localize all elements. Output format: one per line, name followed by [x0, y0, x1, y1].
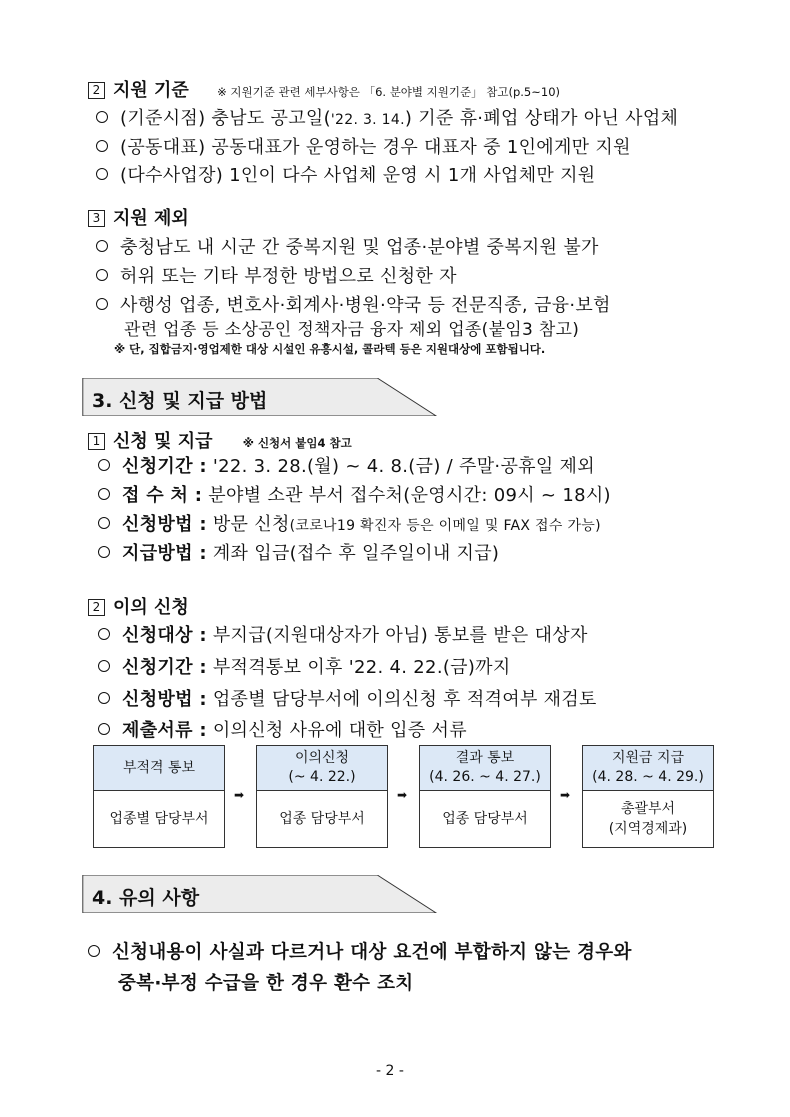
flow-step-body: 업종 담당부서 [279, 811, 365, 827]
section-heading-exclusion [88, 204, 189, 230]
circle-bullet-icon [98, 459, 110, 471]
flow-step [256, 745, 388, 848]
section-note: ※ 신청서 붙임4 참고 [242, 436, 352, 450]
section-number-box: 1 [88, 433, 105, 450]
flow-step-body: 업종별 담당부서 [109, 811, 209, 827]
right-arrow-icon: ➡ [560, 788, 571, 802]
circle-bullet-icon [98, 692, 110, 704]
circle-bullet-icon [96, 168, 108, 180]
flow-step [93, 745, 225, 848]
circle-bullet-icon [98, 660, 110, 672]
banner-title: 3. 신청 및 지급 방법 [92, 390, 268, 412]
notice-item: 신청내용이 사실과 다르거나 대상 요건에 부합하지 않는 경우와 [88, 938, 632, 964]
flow-step-body: 업종 담당부서 [442, 811, 528, 827]
bold-note: ※ 단, 집합금지·영업제한 대상 시설인 유흥시설, 콜라텍 등은 지원대상에 포함됩니다. [114, 342, 546, 356]
section-heading-criteria [88, 76, 560, 102]
list-item: 사행성 업종, 변호사·회계사·병원·약국 등 전문직종, 금융·보험 [96, 291, 611, 317]
section-number-box: 2 [88, 599, 105, 616]
circle-bullet-icon [98, 517, 110, 529]
list-item: 제출서류 : 이의신청 사유에 대한 입증 서류 [98, 716, 467, 742]
circle-bullet-icon [96, 269, 108, 281]
flow-step-header: 결과 통보 (4. 26. ~ 4. 27.) [420, 746, 550, 791]
page-number: - 2 - [376, 1063, 404, 1079]
list-item: 신청방법 : 업종별 담당부서에 이의신청 후 적격여부 재검토 [98, 685, 597, 711]
circle-bullet-icon [96, 298, 108, 310]
list-item: 신청기간 : 부적격통보 이후 '22. 4. 22.(금)까지 [98, 653, 511, 679]
circle-bullet-icon [98, 546, 110, 558]
list-item: (다수사업장) 1인이 다수 사업체 운영 시 1개 사업체만 지원 [96, 161, 595, 187]
section-title: 지원 기준 [113, 80, 189, 101]
circle-bullet-icon [96, 140, 108, 152]
circle-bullet-icon [96, 111, 108, 123]
circle-bullet-icon [98, 488, 110, 500]
section-banner-3 [78, 379, 448, 417]
list-item: 신청방법 : 방문 신청(코로나19 확진자 등은 이메일 및 FAX 접수 가능) [98, 510, 601, 536]
banner-title: 4. 유의 사항 [92, 887, 200, 909]
flow-step [419, 745, 551, 848]
list-item: 허위 또는 기타 부정한 방법으로 신청한 자 [96, 262, 457, 288]
list-item: 충청남도 내 시군 간 중복지원 및 업종·분야별 중복지원 불가 [96, 233, 599, 259]
section-banner-4 [78, 876, 448, 914]
section-title: 신청 및 지급 [113, 431, 213, 452]
list-item: (기준시점) 충남도 공고일('22. 3. 14.) 기준 휴·폐업 상태가 아닌 사업체 [96, 104, 678, 130]
list-item: 지급방법 : 계좌 입금(접수 후 일주일이내 지급) [98, 539, 499, 565]
section-title: 이의 신청 [113, 597, 189, 618]
list-item: 접 수 처 : 분야별 소관 부서 접수처(운영시간: 09시 ~ 18시) [98, 481, 611, 507]
list-item: 신청대상 : 부지급(지원대상자가 아님) 통보를 받은 대상자 [98, 621, 588, 647]
section-number-box: 3 [88, 210, 105, 227]
circle-bullet-icon [88, 945, 100, 957]
section-heading-apply [88, 427, 352, 453]
right-arrow-icon: ➡ [397, 788, 408, 802]
notice-continuation: 중복·부정 수급을 한 경우 환수 조치 [118, 973, 414, 994]
circle-bullet-icon [96, 240, 108, 252]
section-number-box: 2 [88, 82, 105, 99]
circle-bullet-icon [98, 723, 110, 735]
right-arrow-icon: ➡ [234, 788, 245, 802]
section-title: 지원 제외 [113, 208, 189, 229]
flow-step-body: 총괄부서 (지역경제과) [608, 801, 688, 837]
list-item-continuation: 관련 업종 등 소상공인 정책자금 융자 제외 업종(붙임3 참고) [124, 320, 580, 340]
flow-step-header: 이의신청 (~ 4. 22.) [257, 746, 387, 791]
flow-step-header: 지원금 지급 (4. 28. ~ 4. 29.) [583, 746, 713, 791]
circle-bullet-icon [98, 628, 110, 640]
section-note: ※ 지원기준 관련 세부사항은 「6. 분야별 지원기준」 참고(p.5~10) [217, 85, 560, 99]
flow-step [582, 745, 714, 848]
list-item: 신청기간 : '22. 3. 28.(월) ~ 4. 8.(금) / 주말·공휴일 제외 [98, 452, 595, 478]
flow-step-header: 부적격 통보 [94, 746, 224, 791]
list-item: (공동대표) 공동대표가 운영하는 경우 대표자 중 1인에게만 지원 [96, 133, 631, 159]
section-heading-objection [88, 593, 189, 619]
